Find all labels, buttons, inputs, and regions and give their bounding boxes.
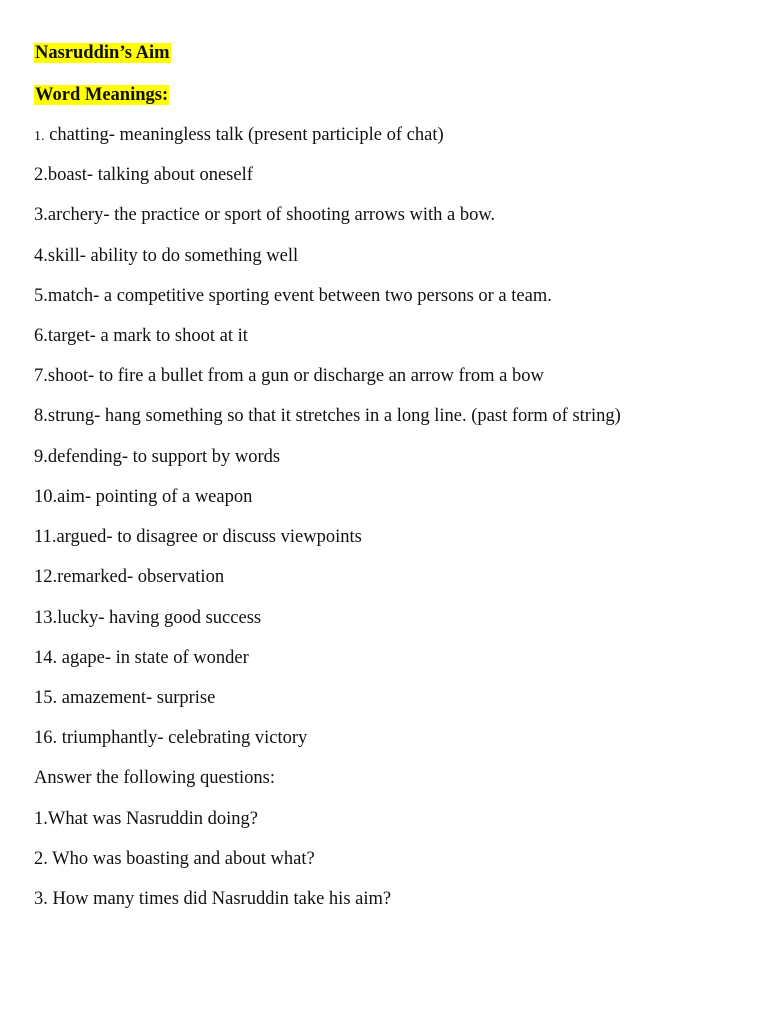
- word-meaning-number: 1.: [34, 129, 45, 144]
- word-meaning-item: 4.skill- ability to do something well: [34, 246, 299, 266]
- section-heading: Word Meanings:: [35, 85, 169, 105]
- question-item: 3. How many times did Nasruddin take his aim?: [34, 889, 392, 909]
- word-meaning-item: 13.lucky- having good success: [34, 608, 262, 628]
- word-meaning-item: 9.defending- to support by words: [34, 447, 281, 467]
- word-meaning-item: 11.argued- to disagree or discuss viewpoints: [34, 527, 362, 547]
- word-meaning-item: 10.aim- pointing of a weapon: [34, 487, 253, 507]
- word-meaning-item: 8.strung- hang something so that it stretches in a long line. (past form of string): [34, 406, 621, 426]
- document-title: Nasruddin’s Aim: [35, 43, 170, 63]
- question-item: 2. Who was boasting and about what?: [34, 849, 315, 869]
- word-meaning-item: 7.shoot- to fire a bullet from a gun or discharge an arrow from a bow: [34, 366, 544, 386]
- word-meaning-text: chatting- meaningless talk (present participle of chat): [44, 125, 444, 145]
- word-meaning-item: 16. triumphantly- celebrating victory: [34, 728, 308, 748]
- word-meaning-item: 14. agape- in state of wonder: [34, 648, 249, 668]
- word-meaning-item: 3.archery- the practice or sport of shooting arrows with a bow.: [34, 205, 496, 225]
- word-meaning-item: 5.match- a competitive sporting event between two persons or a team.: [34, 286, 552, 306]
- question-item: 1.What was Nasruddin doing?: [34, 809, 259, 829]
- questions-heading: Answer the following questions:: [34, 768, 275, 788]
- word-meaning-item: 6.target- a mark to shoot at it: [34, 326, 248, 346]
- word-meaning-item: 15. amazement- surprise: [34, 688, 216, 708]
- word-meaning-item: [34, 124, 444, 148]
- word-meaning-item: 2.boast- talking about oneself: [34, 165, 253, 185]
- document-title-line: [34, 42, 171, 64]
- section-heading-line: [34, 84, 169, 106]
- word-meaning-item: 12.remarked- observation: [34, 567, 225, 587]
